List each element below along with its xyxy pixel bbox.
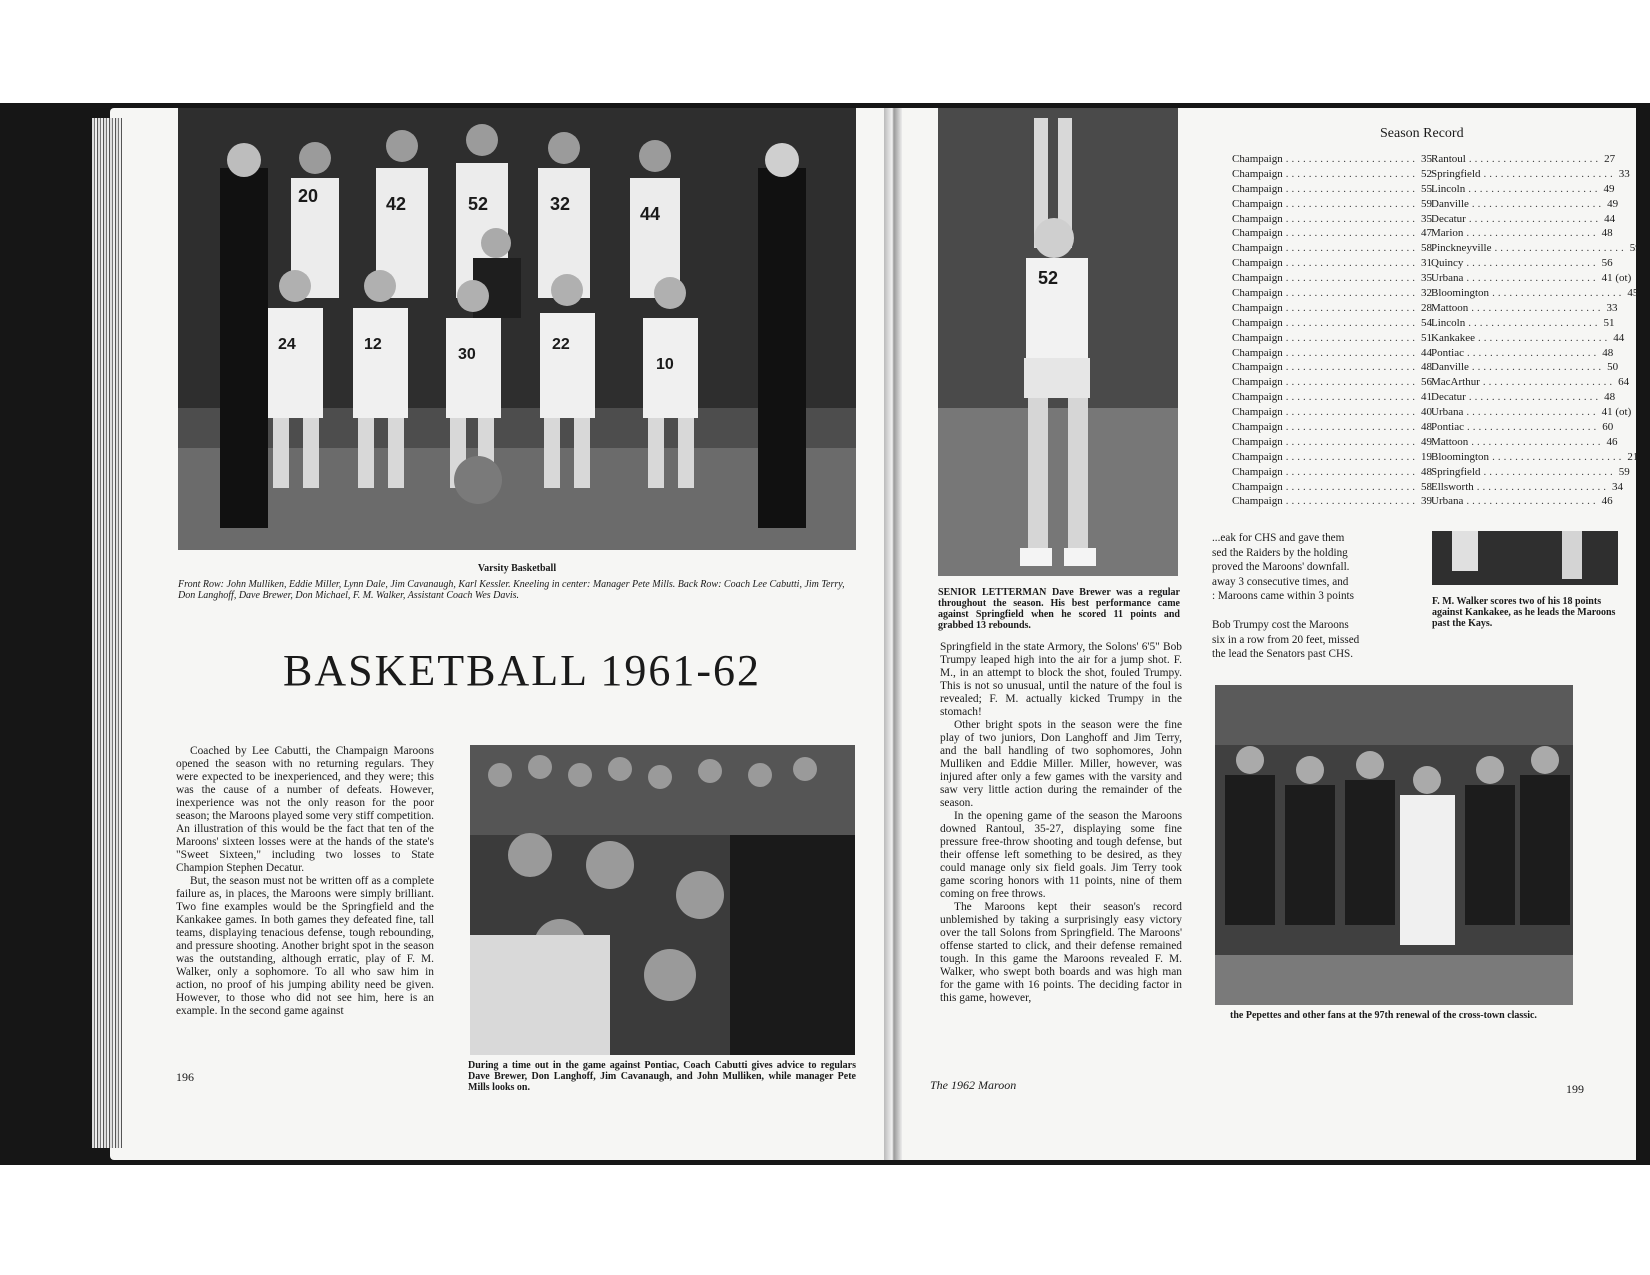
opponent-name: Urbana	[1431, 406, 1464, 419]
letterman-caption: SENIOR LETTERMAN Dave Brewer was a regular throughout the season. His best performance came against Springfield when he scored 11 points and grabbed 13 rebounds.	[938, 587, 1180, 631]
team-score: 41	[1420, 391, 1432, 404]
text-line: six in a row from 20 feet, missed	[1212, 633, 1360, 646]
team-score: 48	[1420, 361, 1432, 374]
opponent-score: 48	[1604, 391, 1616, 404]
leader-dots: .......................	[1467, 421, 1600, 434]
leader-dots: .......................	[1494, 242, 1627, 255]
opponent-name: Danville	[1431, 361, 1469, 374]
paragraph: Springfield in the state Armory, the Solons' 6'5" Bob Trumpy leaped high into the air for a jump shot. F. M., in an attempt to block the shot, fouled Trumpy. This is not so unusual, until the nature of the foul is revealed; F. M. actually kicked Trumpy in the stomach!	[940, 641, 1182, 718]
team-score: 54	[1420, 316, 1432, 329]
book-gutter	[884, 108, 902, 1160]
opponent-score: 34	[1612, 480, 1624, 493]
opponent-name: Springfield	[1431, 465, 1481, 478]
jersey-number: 44	[640, 204, 661, 224]
opponent-name: Decatur	[1431, 212, 1466, 225]
partial-text-column	[1212, 531, 1376, 662]
opponent-score: 48	[1601, 227, 1613, 240]
leader-dots: .......................	[1477, 331, 1611, 344]
team-score: 48	[1420, 465, 1432, 478]
leader-dots: .......................	[1285, 495, 1418, 508]
team-name: Champaign	[1232, 331, 1283, 344]
leader-dots: .......................	[1285, 197, 1418, 210]
opponent-name: Pinckneyville	[1431, 242, 1492, 255]
season-record-row	[1232, 480, 1624, 495]
opponent-score: 60	[1602, 421, 1614, 434]
opponent-name: Rantoul	[1431, 153, 1466, 165]
season-record-row	[1232, 197, 1619, 212]
season-record-row	[1232, 450, 1639, 465]
letterman-photo	[938, 108, 1178, 576]
team-name: Champaign	[1232, 301, 1283, 314]
jersey-number: 52	[468, 194, 489, 214]
leader-dots: .......................	[1466, 406, 1599, 419]
paragraph: But, the season must not be written off as a complete failure as, in places, the Maroons were simply brilliant. Two fine examples would be the Springfield and the Kankakee games. In both games they defeated fine, tall teams, displaying tenacious defense, tough rebounding, and pressure shooting. Another bright spot in the season was the outstanding, although erratic, play of F. M. Walker, only a sophomore. To all who saw him in action, no proof of his jumping ability need be given. However, to those who did not see him, here is an example. In the second game against	[176, 875, 434, 1017]
opponent-score: 33	[1618, 167, 1630, 180]
opponent-name: Mattoon	[1431, 435, 1469, 448]
season-record-row	[1232, 182, 1615, 197]
team-name: Champaign	[1232, 361, 1283, 374]
opponent-score: 44	[1613, 331, 1625, 344]
opponent-score: 50	[1607, 361, 1619, 374]
leader-dots: .......................	[1468, 212, 1602, 225]
team-name: Champaign	[1232, 257, 1283, 270]
opponent-name: Pontiac	[1431, 346, 1464, 359]
team-name: Champaign	[1232, 480, 1283, 493]
team-photo-caption: Front Row: John Mulliken, Eddie Miller, Lynn Dale, Jim Cavanaugh, Karl Kessler. Kneeling in center: Manager Pete Mills. Back Row: Coach Lee Cabutti, Jim Terry, Don Langhoff, Dave Brewer, Don Michael, F. M. Walker, Assistant Coach Wes Davis.	[178, 579, 845, 601]
team-photo-caption-title: Varsity Basketball	[477, 563, 557, 574]
leader-dots: .......................	[1285, 331, 1418, 344]
footer-title: The 1962 Maroon	[930, 1078, 1017, 1092]
opponent-name: Lincoln	[1431, 182, 1466, 195]
team-score: 35	[1420, 153, 1432, 165]
leader-dots: .......................	[1285, 212, 1418, 225]
page-title: BASKETBALL 1961-62	[283, 646, 762, 695]
team-name: Champaign	[1232, 167, 1283, 180]
season-record-row	[1232, 375, 1630, 390]
paragraph: In the opening game of the season the Maroons downed Rantoul, 35-27, displaying some fine pressure free-throw shooting and tough defense, but their offense left something to be desired, as they could manage only six field goals. Jim Terry took game scoring honors with 11 points, nine of them coming on free throws.	[940, 810, 1182, 900]
opponent-score: 46	[1606, 435, 1618, 448]
season-record-row	[1232, 316, 1615, 331]
team-name: Champaign	[1232, 465, 1283, 478]
team-name: Champaign	[1232, 287, 1283, 300]
jersey-number: 12	[364, 336, 382, 353]
leader-dots: .......................	[1466, 272, 1599, 285]
leader-dots: .......................	[1471, 197, 1605, 210]
leader-dots: .......................	[1285, 182, 1418, 195]
opponent-score: 44	[1604, 212, 1616, 225]
team-score: 40	[1420, 406, 1432, 419]
page-edges	[92, 118, 122, 1148]
team-name: Champaign	[1232, 391, 1283, 404]
team-score: 52	[1420, 167, 1432, 180]
team-score: 47	[1420, 227, 1432, 240]
season-record-row	[1232, 465, 1630, 480]
opponent-score: 46	[1601, 495, 1613, 508]
opponent-score: 49	[1607, 197, 1619, 210]
team-score: 55	[1420, 182, 1432, 195]
season-record-row	[1232, 420, 1612, 435]
jersey-number: 30	[458, 346, 476, 363]
team-name: Champaign	[1232, 450, 1283, 463]
season-record-row	[1232, 494, 1612, 509]
jersey-number: 32	[550, 194, 571, 214]
paragraph: Coached by Lee Cabutti, the Champaign Maroons opened the season with no returning regulars. They were expected to be inexperienced, and they were; this was the cause of a number of defeats. However, inexperience was not the only reason for the poor season; the Maroons played some very stiff competition. An illustration of this would be the fact that ten of the Maroons' sixteen losses were at the hands of the state's "Sweet Sixteen," including two losses to State Champion Stephen Decatur.	[176, 745, 434, 874]
walker-caption: F. M. Walker scores two of his 18 points against Kankakee, as he leads the Maroons past the Kays.	[1432, 596, 1616, 629]
opponent-score: 33	[1606, 301, 1618, 314]
opponent-name: Marion	[1431, 227, 1464, 240]
season-record-row	[1232, 152, 1616, 167]
opponent-score: 56	[1601, 257, 1613, 270]
opponent-score: 45	[1627, 287, 1639, 300]
opponent-score: 41 (ot)	[1601, 406, 1632, 419]
team-score: 58	[1420, 480, 1432, 493]
opponent-score: 59	[1629, 242, 1641, 255]
team-name: Champaign	[1232, 316, 1283, 329]
team-name: Champaign	[1232, 212, 1283, 225]
jersey-number: 22	[552, 336, 570, 353]
season-record-row	[1232, 286, 1639, 301]
season-record-row	[1232, 301, 1618, 316]
season-record-table	[1232, 152, 1641, 509]
opponent-name: Urbana	[1431, 495, 1464, 508]
leader-dots: .......................	[1285, 421, 1418, 434]
leader-dots: .......................	[1285, 301, 1418, 314]
opponent-name: Kankakee	[1431, 331, 1475, 344]
team-score: 56	[1420, 376, 1432, 389]
season-record-row	[1232, 241, 1641, 256]
opponent-name: Pontiac	[1431, 421, 1464, 434]
leader-dots: .......................	[1492, 450, 1625, 463]
fans-photo	[1215, 685, 1573, 1005]
leader-dots: .......................	[1471, 301, 1604, 314]
team-score: 32	[1420, 287, 1432, 300]
leader-dots: .......................	[1468, 182, 1601, 195]
page-number-left: 196	[176, 1070, 194, 1084]
opponent-name: Urbana	[1431, 272, 1464, 285]
text-line: away 3 consecutive times, and	[1212, 575, 1349, 588]
leader-dots: .......................	[1492, 287, 1625, 300]
page-number-right: 199	[1566, 1082, 1584, 1096]
text-line: the lead the Senators past CHS.	[1212, 648, 1354, 660]
text-line: proved the Maroons' downfall.	[1212, 561, 1350, 573]
leader-dots: .......................	[1468, 153, 1602, 165]
opponent-name: Decatur	[1431, 391, 1466, 404]
leader-dots: .......................	[1285, 450, 1418, 463]
leader-dots: .......................	[1285, 376, 1418, 389]
team-score: 44	[1420, 346, 1432, 359]
opponent-score: 64	[1618, 376, 1630, 389]
opponent-name: Mattoon	[1431, 301, 1469, 314]
leader-dots: .......................	[1483, 465, 1616, 478]
season-record-row	[1232, 212, 1616, 227]
timeout-photo-caption: During a time out in the game against Pontiac, Coach Cabutti gives advice to regulars Dave Brewer, Don Langhoff, Jim Cavanaugh, and John Mulliken, while manager Pete Mills looks on.	[468, 1060, 856, 1093]
leader-dots: .......................	[1285, 153, 1418, 165]
team-name: Champaign	[1232, 242, 1283, 255]
team-name: Champaign	[1232, 227, 1283, 240]
leader-dots: .......................	[1482, 376, 1616, 389]
leader-dots: .......................	[1285, 227, 1418, 240]
leader-dots: .......................	[1285, 406, 1418, 419]
season-record-row	[1232, 271, 1632, 286]
season-record-title: Season Record	[1380, 126, 1464, 141]
text-line: : Maroons came within 3 points	[1212, 590, 1355, 602]
article-body-right	[940, 641, 1182, 1005]
leader-dots: .......................	[1285, 346, 1418, 359]
jersey-number: 20	[298, 186, 319, 206]
jersey-number: 10	[656, 356, 674, 373]
team-name: Champaign	[1232, 435, 1283, 448]
fans-caption: the Pepettes and other fans at the 97th renewal of the cross-town classic.	[1230, 1010, 1537, 1021]
timeout-photo	[470, 745, 855, 1055]
season-record-row	[1232, 331, 1625, 346]
leader-dots: .......................	[1285, 480, 1418, 493]
team-score: 19	[1420, 450, 1432, 463]
text-line: sed the Raiders by the holding	[1212, 546, 1348, 559]
team-name: Champaign	[1232, 346, 1283, 359]
leader-dots: .......................	[1285, 167, 1418, 180]
opponent-name: MacArthur	[1431, 376, 1480, 389]
season-record-row	[1232, 226, 1612, 241]
leader-dots: .......................	[1483, 167, 1616, 180]
opponent-score: 27	[1604, 153, 1616, 165]
paragraph: The Maroons kept their season's record unblemished by taking a surprisingly easy victory over the tall Solons from Springfield. The Maroons' offense started to click, and their defense remained tough. In this game the Maroons revealed F. M. Walker, who swept both boards and was high man for the game with 16 points. The deciding factor in this game, however,	[940, 901, 1182, 1004]
team-photo	[178, 108, 856, 550]
team-name: Champaign	[1232, 421, 1283, 434]
team-score: 39	[1420, 495, 1432, 508]
season-record-row	[1232, 167, 1630, 182]
team-score: 28	[1420, 301, 1432, 314]
jersey-number: 52	[1038, 268, 1059, 288]
leader-dots: .......................	[1285, 391, 1418, 404]
jersey-number: 24	[278, 336, 296, 353]
jersey-number: 42	[386, 194, 407, 214]
leader-dots: .......................	[1466, 495, 1599, 508]
text-line	[1212, 604, 1376, 619]
opponent-score: 41 (ot)	[1601, 272, 1632, 285]
opponent-name: Ellsworth	[1431, 480, 1474, 493]
season-record-row	[1232, 405, 1632, 420]
season-record-row	[1232, 256, 1612, 271]
leader-dots: .......................	[1466, 257, 1599, 270]
opponent-score: 49	[1603, 182, 1615, 195]
leader-dots: .......................	[1467, 346, 1600, 359]
team-name: Champaign	[1232, 495, 1283, 508]
team-score: 48	[1420, 421, 1432, 434]
season-record-row	[1232, 435, 1618, 450]
leader-dots: .......................	[1285, 316, 1418, 329]
opponent-name: Danville	[1431, 197, 1469, 210]
team-score: 49	[1420, 435, 1432, 448]
leader-dots: .......................	[1285, 272, 1418, 285]
opponent-name: Bloomington	[1431, 450, 1490, 463]
team-name: Champaign	[1232, 376, 1283, 389]
team-name: Champaign	[1232, 406, 1283, 419]
opponent-score: 21	[1627, 450, 1639, 463]
text-line: ...eak for CHS and gave them	[1212, 532, 1345, 544]
team-name: Champaign	[1232, 153, 1283, 165]
leader-dots: .......................	[1471, 435, 1604, 448]
team-score: 58	[1420, 242, 1432, 255]
leader-dots: .......................	[1466, 227, 1599, 240]
article-body-left	[176, 745, 434, 1018]
team-score: 51	[1420, 331, 1432, 344]
season-record-row	[1232, 346, 1612, 361]
team-score: 31	[1420, 257, 1432, 270]
opponent-name: Lincoln	[1431, 316, 1466, 329]
opponent-score: 51	[1603, 316, 1615, 329]
text-line: Bob Trumpy cost the Maroons	[1212, 619, 1349, 631]
team-name: Champaign	[1232, 182, 1283, 195]
walker-photo-fragment	[1432, 531, 1618, 585]
opponent-name: Quincy	[1431, 257, 1464, 270]
opponent-name: Springfield	[1431, 167, 1481, 180]
team-score: 35	[1420, 272, 1432, 285]
season-record-row	[1232, 390, 1616, 405]
team-score: 35	[1420, 212, 1432, 225]
opponent-name: Bloomington	[1431, 287, 1490, 300]
season-record-row	[1232, 360, 1619, 375]
leader-dots: .......................	[1285, 435, 1418, 448]
leader-dots: .......................	[1285, 465, 1418, 478]
team-name: Champaign	[1232, 197, 1283, 210]
leader-dots: .......................	[1468, 391, 1602, 404]
leader-dots: .......................	[1476, 480, 1610, 493]
opponent-score: 59	[1618, 465, 1630, 478]
leader-dots: .......................	[1471, 361, 1605, 374]
team-score: 59	[1420, 197, 1432, 210]
leader-dots: .......................	[1285, 257, 1418, 270]
leader-dots: .......................	[1285, 287, 1418, 300]
leader-dots: .......................	[1468, 316, 1601, 329]
leader-dots: .......................	[1285, 361, 1418, 374]
opponent-score: 48	[1602, 346, 1614, 359]
leader-dots: .......................	[1285, 242, 1418, 255]
paragraph: Other bright spots in the season were the fine play of two juniors, Don Langhoff and Jim Terry, and the ball handling of two sophomores, John Mulliken and Eddie Miller. Miller, however, was injured after only a few games with the varsity and saw very little action during the remainder of the season.	[940, 719, 1182, 809]
team-name: Champaign	[1232, 272, 1283, 285]
